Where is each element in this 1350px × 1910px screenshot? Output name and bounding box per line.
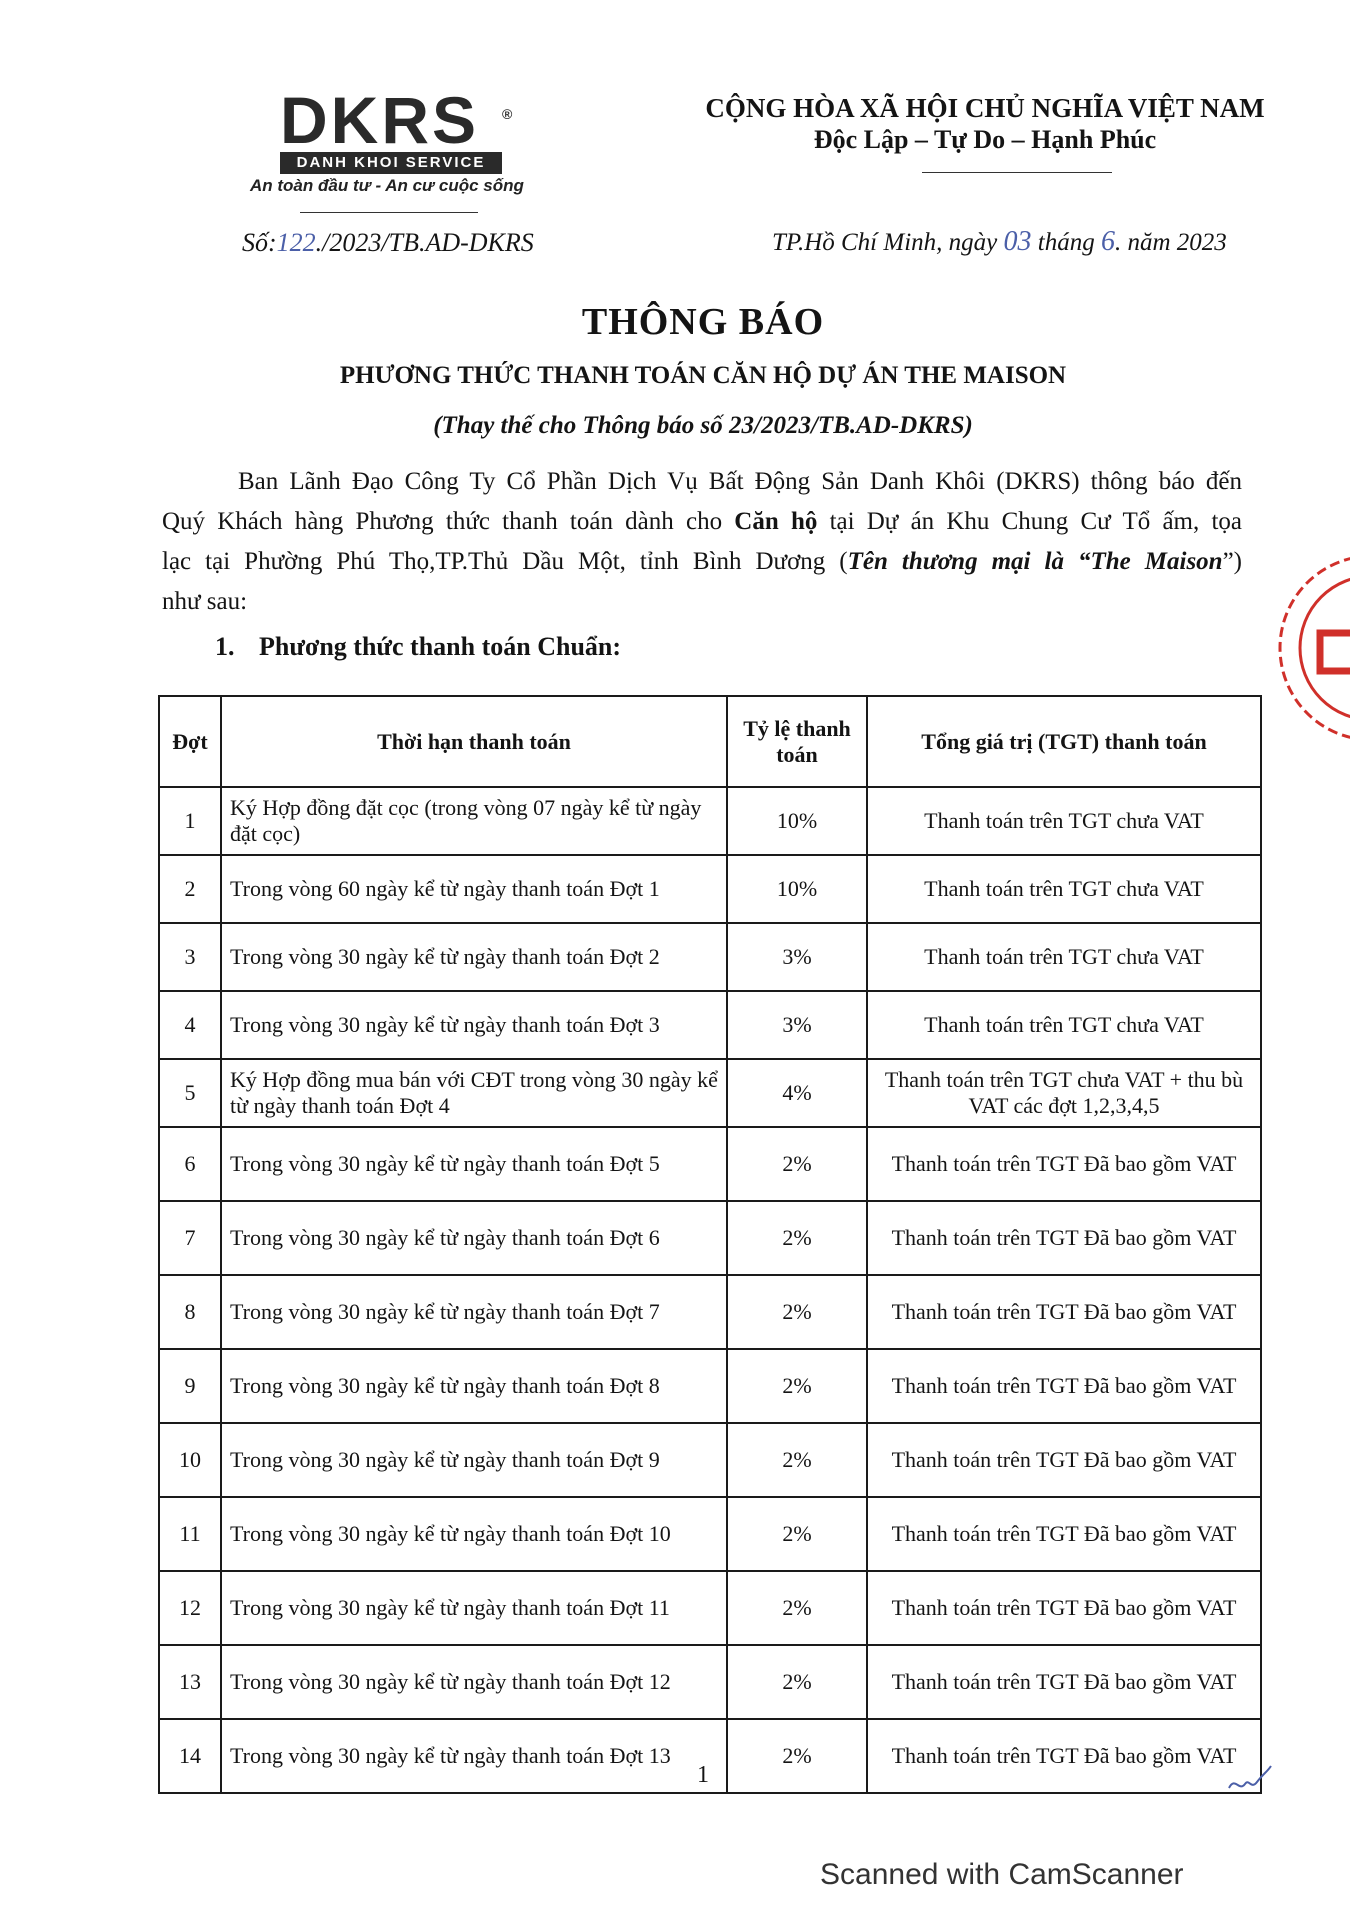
header-installment: Đợt <box>159 696 221 787</box>
nation-motto: Độc Lập – Tự Do – Hạnh Phúc <box>813 125 1157 154</box>
company-logo <box>280 83 516 174</box>
payment-term: Trong vòng 60 ngày kể từ ngày thanh toán Đợt 1 <box>221 855 727 923</box>
page-number: 1 <box>697 1762 709 1788</box>
installment-number: 8 <box>159 1275 221 1349</box>
signature-initial <box>1225 1762 1275 1802</box>
payment-rate: 2% <box>727 1275 867 1349</box>
table-row <box>159 1127 1261 1201</box>
document-title: THÔNG BÁO <box>581 301 825 343</box>
installment-number: 14 <box>159 1719 221 1793</box>
payment-base: Thanh toán trên TGT Đã bao gồm VAT <box>867 1719 1261 1793</box>
payment-base: Thanh toán trên TGT chưa VAT <box>867 991 1261 1059</box>
payment-term: Trong vòng 30 ngày kể từ ngày thanh toán Đợt 8 <box>221 1349 727 1423</box>
payment-rate: 3% <box>727 991 867 1059</box>
installment-number: 13 <box>159 1645 221 1719</box>
logo-underline <box>300 212 478 213</box>
logo-tagline: An toàn đầu tư - An cư cuộc sống <box>250 176 524 195</box>
installment-number: 2 <box>159 855 221 923</box>
section-heading: 1. Phương thức thanh toán Chuẩn: <box>215 632 622 661</box>
payment-term: Trong vòng 30 ngày kể từ ngày thanh toán Đợt 12 <box>221 1645 727 1719</box>
table-row <box>159 787 1261 855</box>
table-row <box>159 1349 1261 1423</box>
payment-rate: 2% <box>727 1201 867 1275</box>
payment-base: Thanh toán trên TGT chưa VAT + thu bù VAT các đợt 1,2,3,4,5 <box>867 1059 1261 1127</box>
payment-base: Thanh toán trên TGT chưa VAT <box>867 787 1261 855</box>
installment-number: 4 <box>159 991 221 1059</box>
intro-paragraph: Ban Lãnh Đạo Công Ty Cổ Phần Dịch Vụ Bất Động Sản Danh Khôi (DKRS) thông báo đến Quý Khách hàng Phương thức thanh toán dành cho Căn hộ tại Dự án Khu Chung Cư Tổ ấm, tọa lạc tại Phường Phú Thọ,TP.Thủ Dầu Một, tỉnh Bình Dương (Tên thương mại là “The Maison”) như sau: <box>162 468 1242 615</box>
table-row <box>159 1275 1261 1349</box>
payment-rate: 2% <box>727 1497 867 1571</box>
payment-rate: 2% <box>727 1127 867 1201</box>
date-month-handwritten: 6 <box>1100 226 1115 257</box>
payment-schedule-table <box>158 695 1262 1794</box>
payment-base: Thanh toán trên TGT Đã bao gồm VAT <box>867 1497 1261 1571</box>
header-payment-rate: Tỷ lệ thanh toán <box>727 696 867 787</box>
payment-rate: 2% <box>727 1571 867 1645</box>
table-row <box>159 1423 1261 1497</box>
table-row <box>159 855 1261 923</box>
nation-heading: CỘNG HÒA XÃ HỘI CHỦ NGHĨA VIỆT NAM <box>705 93 1265 123</box>
installment-number: 6 <box>159 1127 221 1201</box>
table-row <box>159 1059 1261 1127</box>
payment-base: Thanh toán trên TGT Đã bao gồm VAT <box>867 1645 1261 1719</box>
payment-term: Trong vòng 30 ngày kể từ ngày thanh toán Đợt 13 <box>221 1719 727 1793</box>
date-day-handwritten: 03 <box>1003 226 1032 257</box>
installment-number: 10 <box>159 1423 221 1497</box>
table-header-row <box>159 696 1261 787</box>
table-row <box>159 1497 1261 1571</box>
motto-underline <box>922 172 1112 173</box>
payment-rate: 2% <box>727 1349 867 1423</box>
payment-term: Ký Hợp đồng đặt cọc (trong vòng 07 ngày kể từ ngày đặt cọc) <box>221 787 727 855</box>
payment-term: Trong vòng 30 ngày kể từ ngày thanh toán Đợt 5 <box>221 1127 727 1201</box>
payment-rate: 2% <box>727 1423 867 1497</box>
payment-base: Thanh toán trên TGT chưa VAT <box>867 923 1261 991</box>
payment-base: Thanh toán trên TGT Đã bao gồm VAT <box>867 1275 1261 1349</box>
payment-base: Thanh toán trên TGT Đã bao gồm VAT <box>867 1349 1261 1423</box>
logo-subtitle: DANH KHOI SERVICE <box>280 152 502 174</box>
camscanner-watermark: Scanned with CamScanner <box>820 1858 1184 1891</box>
document-date: TP.Hồ Chí Minh, ngày 03 tháng 6. năm 2023 <box>772 226 1227 257</box>
payment-term: Ký Hợp đồng mua bán với CĐT trong vòng 30 ngày kể từ ngày thanh toán Đợt 4 <box>221 1059 727 1127</box>
table-row <box>159 1201 1261 1275</box>
payment-rate: 3% <box>727 923 867 991</box>
payment-term: Trong vòng 30 ngày kể từ ngày thanh toán Đợt 2 <box>221 923 727 991</box>
installment-number: 5 <box>159 1059 221 1127</box>
installment-number: 9 <box>159 1349 221 1423</box>
header-payment-term: Thời hạn thanh toán <box>221 696 727 787</box>
document-number: Số:122./2023/TB.AD-DKRS <box>242 228 534 257</box>
payment-rate: 2% <box>727 1719 867 1793</box>
payment-base: Thanh toán trên TGT Đã bao gồm VAT <box>867 1423 1261 1497</box>
replacement-note: (Thay thế cho Thông báo số 23/2023/TB.AD-DKRS) <box>433 412 973 439</box>
payment-base: Thanh toán trên TGT Đã bao gồm VAT <box>867 1127 1261 1201</box>
payment-base: Thanh toán trên TGT chưa VAT <box>867 855 1261 923</box>
payment-term: Trong vòng 30 ngày kể từ ngày thanh toán Đợt 6 <box>221 1201 727 1275</box>
payment-term: Trong vòng 30 ngày kể từ ngày thanh toán Đợt 10 <box>221 1497 727 1571</box>
logo-mark: DKRS ® <box>280 83 516 157</box>
installment-number: 3 <box>159 923 221 991</box>
table-row <box>159 991 1261 1059</box>
payment-rate: 2% <box>727 1645 867 1719</box>
table-row <box>159 1571 1261 1645</box>
installment-number: 1 <box>159 787 221 855</box>
registered-icon: ® <box>502 106 516 122</box>
table-row <box>159 1645 1261 1719</box>
installment-number: 12 <box>159 1571 221 1645</box>
payment-term: Trong vòng 30 ngày kể từ ngày thanh toán Đợt 3 <box>221 991 727 1059</box>
payment-term: Trong vòng 30 ngày kể từ ngày thanh toán Đợt 7 <box>221 1275 727 1349</box>
payment-rate: 10% <box>727 787 867 855</box>
document-number-handwritten: 122 <box>276 228 316 257</box>
installment-number: 11 <box>159 1497 221 1571</box>
installment-number: 7 <box>159 1201 221 1275</box>
payment-rate: 4% <box>727 1059 867 1127</box>
table-row <box>159 923 1261 991</box>
header-payment-base: Tổng giá trị (TGT) thanh toán <box>867 696 1261 787</box>
payment-term: Trong vòng 30 ngày kể từ ngày thanh toán Đợt 11 <box>221 1571 727 1645</box>
payment-rate: 10% <box>727 855 867 923</box>
payment-base: Thanh toán trên TGT Đã bao gồm VAT <box>867 1571 1261 1645</box>
document-subtitle: PHƯƠNG THỨC THANH TOÁN CĂN HỘ DỰ ÁN THE MAISON <box>339 362 1067 389</box>
payment-term: Trong vòng 30 ngày kể từ ngày thanh toán Đợt 9 <box>221 1423 727 1497</box>
payment-base: Thanh toán trên TGT Đã bao gồm VAT <box>867 1201 1261 1275</box>
company-stamp <box>1252 548 1350 748</box>
